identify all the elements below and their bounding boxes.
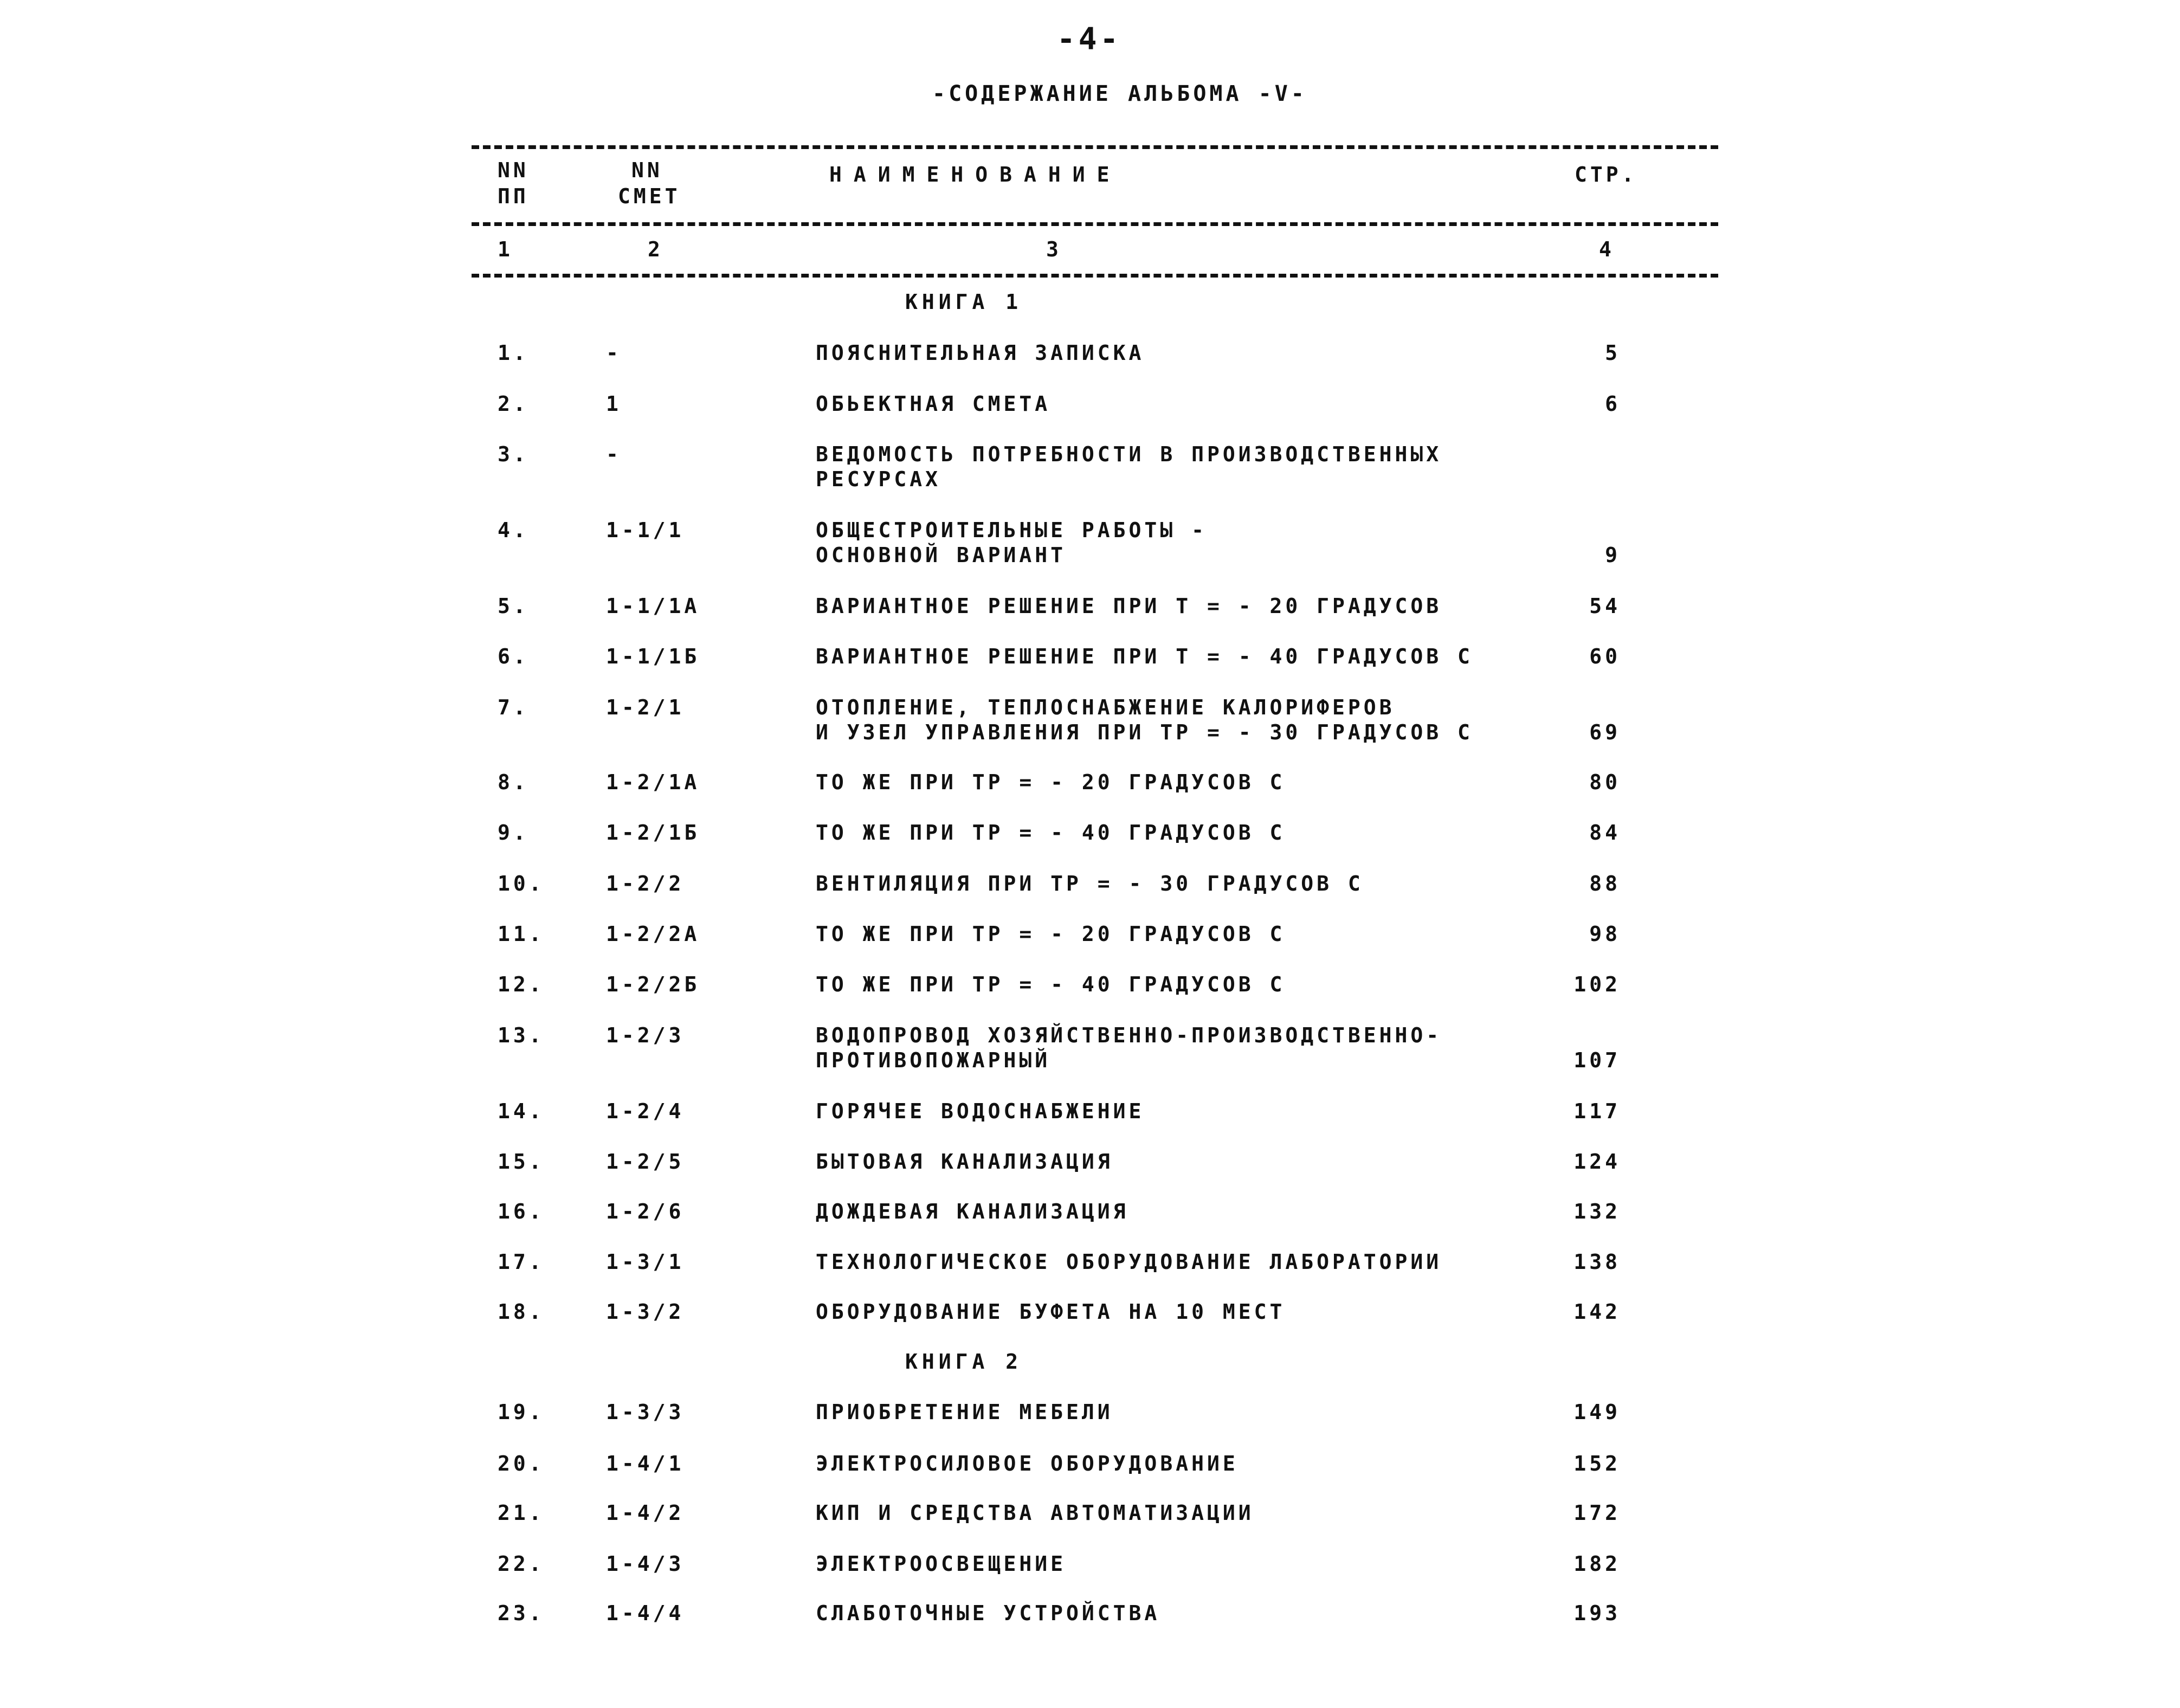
row-title: [816, 770, 1285, 795]
row-page: 84: [1589, 821, 1621, 845]
row-title: [816, 921, 1285, 946]
row-title: [816, 1551, 1066, 1576]
row-number: 11.: [498, 922, 545, 946]
row-number: 9.: [498, 821, 529, 845]
row-estimate: 1-4/1: [606, 1452, 685, 1475]
row-title-line: ТО ЖЕ ПРИ ТР = - 20 ГРАДУСОВ С: [816, 770, 1286, 794]
header-index-4: 4: [1599, 237, 1615, 261]
row-number: 22.: [498, 1552, 545, 1576]
header-index-3: 3: [1046, 237, 1062, 261]
row-title-line: ВАРИАНТНОЕ РЕШЕНИЕ ПРИ Т = - 40 ГРАДУСОВ С: [816, 644, 1473, 668]
row-page: 98: [1589, 922, 1621, 946]
table-row: [0, 972, 2180, 1004]
row-title-line: ОТОПЛЕНИЕ, ТЕПЛОСНАБЖЕНИЕ КАЛОРИФЕРОВ: [816, 695, 1395, 719]
row-title-line: ОСНОВНОЙ ВАРИАНТ: [816, 543, 1067, 567]
row-title: [816, 871, 1364, 896]
row-estimate: 1-2/2А: [606, 922, 700, 946]
row-number: 10.: [498, 872, 545, 895]
table-row: [0, 340, 2180, 373]
row-title: [816, 1249, 1442, 1274]
row-title: [816, 340, 1144, 365]
row-page: 80: [1589, 770, 1621, 794]
table-row: [0, 1400, 2180, 1432]
row-title-line: БЫТОВАЯ КАНАЛИЗАЦИЯ: [816, 1150, 1113, 1174]
row-number: 21.: [498, 1501, 545, 1525]
table-row: [0, 1551, 2180, 1584]
row-title: [816, 1099, 1144, 1124]
row-number: 4.: [498, 518, 529, 542]
table-row: [0, 644, 2180, 676]
row-number: 6.: [498, 644, 529, 668]
row-estimate: 1-3/3: [606, 1400, 685, 1424]
album-title: -СОДЕРЖАНИЕ АЛЬБОМА -V-: [932, 81, 1307, 106]
row-estimate: 1-2/3: [606, 1023, 685, 1047]
row-page: 132: [1573, 1200, 1621, 1223]
row-title: [816, 1601, 1160, 1626]
row-title: [816, 442, 1442, 492]
header-est-line2: СМЕТ: [618, 184, 681, 208]
row-title-line: ПРОТИВОПОЖАРНЫЙ: [816, 1048, 1051, 1072]
row-estimate: 1-2/1Б: [606, 821, 700, 845]
table-row: [0, 1099, 2180, 1131]
row-title-line: ЭЛЕКТРОСИЛОВОЕ ОБОРУДОВАНИЕ: [816, 1452, 1239, 1475]
row-number: 20.: [498, 1452, 545, 1475]
row-number: 19.: [498, 1400, 545, 1424]
row-page: 88: [1589, 872, 1621, 895]
row-title-line: ВАРИАНТНОЕ РЕШЕНИЕ ПРИ Т = - 20 ГРАДУСОВ: [816, 594, 1442, 618]
header-est-line1: NN: [631, 158, 663, 182]
header-name: НАИМЕНОВАНИЕ: [829, 163, 1121, 186]
header-index-1: 1: [498, 237, 513, 261]
row-page: 182: [1573, 1552, 1621, 1576]
table-row: [0, 695, 2180, 744]
row-title-line: ПРИОБРЕТЕНИЕ МЕБЕЛИ: [816, 1400, 1113, 1424]
row-title-line: РЕСУРСАХ: [816, 467, 941, 491]
row-title-line: ОБОРУДОВАНИЕ БУФЕТА НА 10 МЕСТ: [816, 1300, 1286, 1324]
book-heading-2: КНИГА 2: [905, 1350, 1023, 1374]
row-title-line: СЛАБОТОЧНЫЕ УСТРОЙСТВА: [816, 1601, 1160, 1625]
table-row: [0, 871, 2180, 904]
table-row: [0, 594, 2180, 626]
row-title-line: ВОДОПРОВОД ХОЗЯЙСТВЕННО-ПРОИЗВОДСТВЕННО-: [816, 1023, 1442, 1047]
row-estimate: 1-2/4: [606, 1099, 685, 1123]
row-estimate: 1-2/1: [606, 695, 685, 719]
table-row: [0, 1199, 2180, 1232]
row-title-line: ТО ЖЕ ПРИ ТР = - 20 ГРАДУСОВ С: [816, 922, 1286, 946]
row-page: 142: [1573, 1300, 1621, 1324]
table-row: [0, 1149, 2180, 1182]
row-number: 17.: [498, 1250, 545, 1274]
row-title: [816, 1149, 1113, 1174]
header-rule: [472, 222, 1718, 226]
row-page: 138: [1573, 1250, 1621, 1274]
row-page: 107: [1573, 1048, 1621, 1072]
header-page: СТР.: [1575, 163, 1637, 186]
row-title: [816, 594, 1442, 618]
row-estimate: 1-1/1А: [606, 594, 700, 618]
row-title: [816, 820, 1285, 845]
row-page: 117: [1573, 1099, 1621, 1123]
row-title-line: ТО ЖЕ ПРИ ТР = - 40 ГРАДУСОВ С: [816, 821, 1286, 845]
row-page: 152: [1573, 1452, 1621, 1475]
row-number: 13.: [498, 1023, 545, 1047]
row-page: 9: [1605, 543, 1621, 567]
table-row: [0, 442, 2180, 491]
row-page: 60: [1589, 644, 1621, 668]
row-estimate: 1-3/2: [606, 1300, 685, 1324]
row-estimate: -: [606, 442, 622, 466]
row-title-line: ДОЖДЕВАЯ КАНАЛИЗАЦИЯ: [816, 1200, 1129, 1223]
row-estimate: 1-2/1А: [606, 770, 700, 794]
row-title: [816, 695, 1473, 745]
row-title-line: ЭЛЕКТРООСВЕЩЕНИЕ: [816, 1552, 1067, 1576]
row-number: 7.: [498, 695, 529, 719]
row-page: 102: [1573, 972, 1621, 996]
row-estimate: 1-2/6: [606, 1200, 685, 1223]
row-title-line: ОБЩЕСТРОИТЕЛЬНЫЕ РАБОТЫ -: [816, 518, 1207, 542]
row-page: 6: [1605, 392, 1621, 416]
table-row: [0, 1500, 2180, 1533]
table-row: [0, 770, 2180, 802]
row-title: [816, 1500, 1254, 1525]
page-number: -4-: [1057, 22, 1122, 57]
row-title-line: ВЕНТИЛЯЦИЯ ПРИ ТР = - 30 ГРАДУСОВ С: [816, 872, 1364, 895]
row-title: [816, 1199, 1129, 1224]
row-title: [816, 1299, 1285, 1324]
row-title-line: ГОРЯЧЕЕ ВОДОСНАБЖЕНИЕ: [816, 1099, 1145, 1123]
row-number: 23.: [498, 1601, 545, 1625]
row-estimate: -: [606, 341, 622, 365]
table-row: [0, 921, 2180, 954]
row-number: 15.: [498, 1150, 545, 1174]
row-title-line: И УЗЕЛ УПРАВЛЕНИЯ ПРИ ТР = - 30 ГРАДУСОВ С: [816, 720, 1473, 744]
row-title-line: ПОЯСНИТЕЛЬНАЯ ЗАПИСКА: [816, 341, 1145, 365]
header-index-2: 2: [648, 237, 663, 261]
row-estimate: 1-4/2: [606, 1501, 685, 1525]
row-estimate: 1-2/2Б: [606, 972, 700, 996]
row-page: 5: [1605, 341, 1621, 365]
row-page: 172: [1573, 1501, 1621, 1525]
table-row: [0, 391, 2180, 424]
book-heading-1: КНИГА 1: [905, 290, 1023, 314]
row-estimate: 1-3/1: [606, 1250, 685, 1274]
row-title-line: ТЕХНОЛОГИЧЕСКОЕ ОБОРУДОВАНИЕ ЛАБОРАТОРИИ: [816, 1250, 1442, 1274]
table-row: [0, 820, 2180, 853]
row-number: 2.: [498, 392, 529, 416]
top-rule: [472, 145, 1718, 149]
row-title: [816, 518, 1207, 568]
row-title: [816, 1451, 1239, 1476]
row-page: 124: [1573, 1150, 1621, 1174]
row-title-line: ОБЬЕКТНАЯ СМЕТА: [816, 392, 1051, 416]
header-num-line1: NN: [498, 158, 529, 182]
row-number: 18.: [498, 1300, 545, 1324]
table-row: [0, 1601, 2180, 1633]
row-title-line: ТО ЖЕ ПРИ ТР = - 40 ГРАДУСОВ С: [816, 972, 1286, 996]
row-number: 3.: [498, 442, 529, 466]
row-title-line: КИП И СРЕДСТВА АВТОМАТИЗАЦИИ: [816, 1501, 1254, 1525]
row-estimate: 1: [606, 392, 622, 416]
row-number: 5.: [498, 594, 529, 618]
table-row: [0, 1451, 2180, 1484]
row-estimate: 1-2/5: [606, 1150, 685, 1174]
row-page: 149: [1573, 1400, 1621, 1424]
row-title: [816, 972, 1285, 997]
row-estimate: 1-2/2: [606, 872, 685, 895]
row-title: [816, 1023, 1442, 1073]
row-estimate: 1-1/1: [606, 518, 685, 542]
index-rule: [472, 274, 1718, 278]
row-estimate: 1-4/3: [606, 1552, 685, 1576]
row-title: [816, 1400, 1113, 1425]
row-number: 1.: [498, 341, 529, 365]
row-page: 54: [1589, 594, 1621, 618]
row-page: 69: [1589, 720, 1621, 744]
table-row: [0, 1299, 2180, 1332]
table-row: [0, 1249, 2180, 1282]
row-title: [816, 644, 1473, 669]
header-num-line2: ПП: [498, 184, 529, 208]
row-number: 12.: [498, 972, 545, 996]
table-row: [0, 518, 2180, 567]
row-estimate: 1-1/1Б: [606, 644, 700, 668]
row-number: 8.: [498, 770, 529, 794]
row-estimate: 1-4/4: [606, 1601, 685, 1625]
row-page: 193: [1573, 1601, 1621, 1625]
row-number: 16.: [498, 1200, 545, 1223]
row-number: 14.: [498, 1099, 545, 1123]
row-title-line: ВЕДОМОСТЬ ПОТРЕБНОСТИ В ПРОИЗВОДСТВЕННЫХ: [816, 442, 1442, 466]
row-title: [816, 391, 1050, 416]
table-row: [0, 1023, 2180, 1072]
